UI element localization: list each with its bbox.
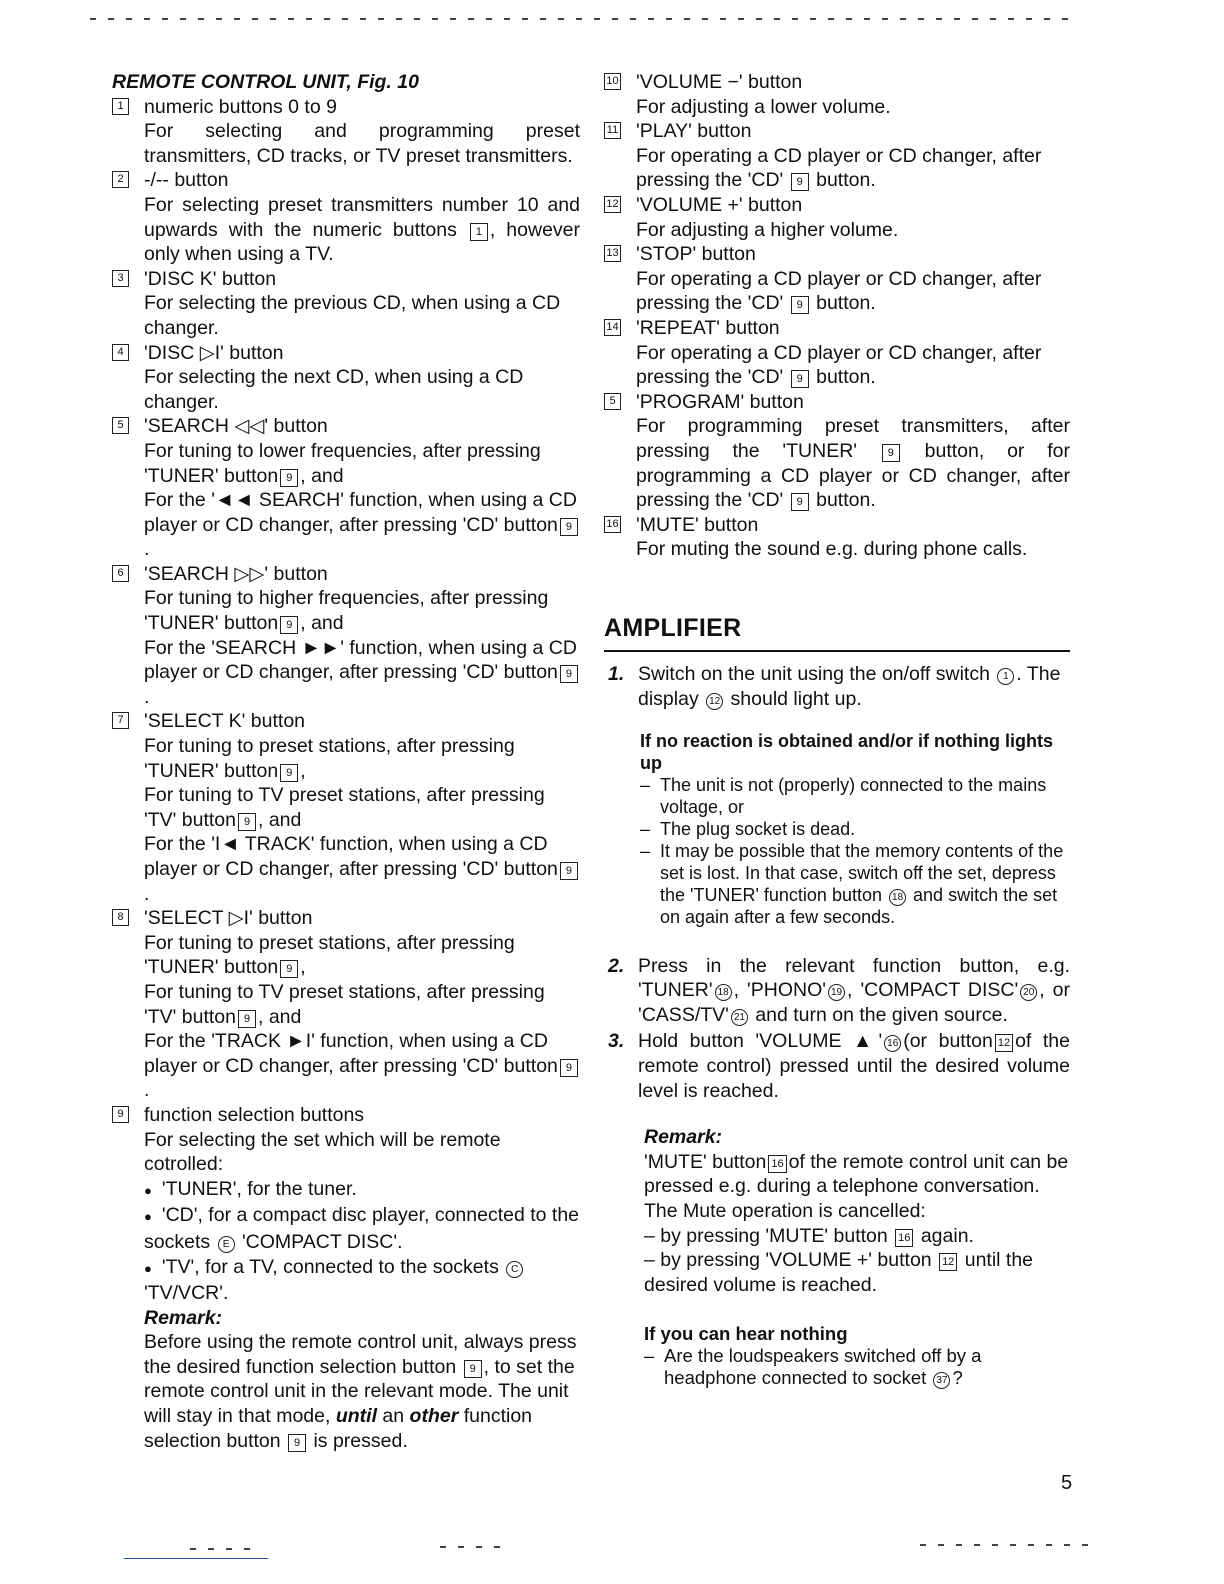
entry-title: -/-- button <box>144 169 229 192</box>
entry-desc: For tuning to TV preset stations, after pressing 'TV' button 9 , and <box>144 784 545 831</box>
remote-entry-8 <box>112 906 580 1103</box>
entry-desc: For operating a CD player or CD changer, after pressing the 'CD' 9 button. <box>636 267 1042 315</box>
bottom-scan-marks <box>190 1548 250 1550</box>
step-1: 1. Switch on the unit using the on/off switch 1 . The display 12 should light up. <box>608 663 1061 711</box>
entry-title: 'DISC K' button <box>144 267 277 290</box>
amplifier-heading: AMPLIFIER <box>604 616 1070 653</box>
ref-box: 9 <box>238 1010 256 1028</box>
step-2: 2. Press in the relevant function button, e.g. 'TUNER' 18 , 'PHONO' 19 , 'COMPACT DISC' 20 , or 'CASS/TV' 21 and turn on the given source. <box>608 954 1070 1026</box>
entry-desc: For the '◄◄ SEARCH' function, when using a CD player or CD changer, after pressing 'CD' button 9. <box>144 489 577 561</box>
entry-number: 13 <box>604 245 621 262</box>
ref-box: 9 <box>882 444 900 462</box>
entry-number: 9 <box>112 1106 129 1123</box>
ref-box: 9 <box>791 370 809 388</box>
entry-desc: For operating a CD player or CD changer, after pressing the 'CD' 9 button. <box>636 144 1042 192</box>
ref-box: 9 <box>280 616 298 634</box>
remark-label: Remark: <box>144 1306 223 1329</box>
remark-text: Before using the remote control unit, always press the desired function selection button 9 , to set the remote control unit in the relevant mode. The unit will stay in that mode, until an other function selection button 9 is pressed. <box>144 1331 577 1452</box>
entry-number: 10 <box>604 73 621 90</box>
socket-ref: E <box>218 1236 235 1253</box>
entry-desc: For selecting preset transmitters number 10 and upwards with the numeric buttons 1 , however only when using a TV. <box>144 193 581 266</box>
remote-entry-10 <box>604 70 1070 119</box>
ref-box: 9 <box>791 493 809 511</box>
entry-title: 'PLAY' button <box>636 120 752 143</box>
entry-number: 5 <box>604 393 621 410</box>
entry-desc: For selecting the set which will be remote cotrolled: <box>144 1128 501 1176</box>
ref-box: 9 <box>791 173 809 191</box>
entry-number: 8 <box>112 909 129 926</box>
note-item: – The plug socket is dead. <box>640 818 1070 840</box>
remote-entry-9 <box>112 1103 580 1453</box>
remote-entry-14 <box>604 316 1070 390</box>
entry-number: 1 <box>112 98 129 115</box>
entry-title: 'SEARCH ◁◁' button <box>144 415 328 438</box>
button-ref: 18 <box>889 889 906 906</box>
entry-desc: For selecting and programming preset transmitters, CD tracks, or TV preset transmitters. <box>144 120 580 167</box>
ref-box: 9 <box>791 296 809 314</box>
amplifier-remark: Remark: 'MUTE' button 16 of the remote control unit can be pressed e.g. during a telephone conversation. The Mute operation is cancelled: – by pressing 'MUTE' button 16 again. – by pressing 'VOLUME +' button 12 until the desired volume is reached. <box>644 1126 1069 1296</box>
entry-number: 7 <box>112 712 129 729</box>
entry-title: 'STOP' button <box>636 243 756 266</box>
remote-entry-3 <box>112 267 580 341</box>
bottom-scan-marks <box>920 1544 1100 1546</box>
entry-number: 16 <box>604 516 621 533</box>
ref-box: 9 <box>280 764 298 782</box>
remark-label: Remark: <box>644 1126 723 1149</box>
entry-title: 'DISC ▷I' button <box>144 341 284 364</box>
footer-rule <box>124 1558 268 1559</box>
entry-desc: For tuning to higher frequencies, after pressing 'TUNER' button 9 , and <box>144 587 549 635</box>
entry-number: 2 <box>112 171 129 188</box>
remote-section-title: REMOTE CONTROL UNIT, Fig. 10 <box>112 71 419 93</box>
ref-box: 1 <box>470 223 488 241</box>
socket-ref: C <box>506 1261 523 1278</box>
ref-box: 9 <box>560 1059 578 1077</box>
entry-desc: For tuning to lower frequencies, after pressing 'TUNER' button 9 , and <box>144 439 541 487</box>
entry-title: 'SELECT ▷I' button <box>144 907 313 930</box>
ref-box: 9 <box>560 518 578 536</box>
entry-title: 'PROGRAM' button <box>636 390 804 413</box>
remote-entry-12 <box>604 193 1070 242</box>
remote-entry-13 <box>604 242 1070 316</box>
entry-number: 3 <box>112 270 129 287</box>
entry-desc: For selecting the next CD, when using a CD changer. <box>144 366 524 413</box>
entry-desc: For the 'SEARCH ►►' function, when using a CD player or CD changer, after pressing 'CD' button 9. <box>144 636 577 708</box>
entry-desc: For selecting the previous CD, when using a CD changer. <box>144 292 561 339</box>
ref-box: 9 <box>560 862 578 880</box>
note-heading: If no reaction is obtained and/or if nothing lights up <box>640 730 1053 773</box>
remote-entry-15 <box>604 390 1070 513</box>
note-item: – The unit is not (properly) connected to the mains voltage, or <box>640 774 1070 818</box>
entry-title: 'REPEAT' button <box>636 316 780 339</box>
note-item: – It may be possible that the memory contents of the set is lost. In that case, switch off the set, depress the 'TUNER' function button 18 and switch the set on again after a few seconds. <box>640 840 1070 928</box>
remote-entry-5 <box>112 414 580 562</box>
troubleshoot-note <box>640 730 1070 928</box>
remote-entry-16 <box>604 513 1070 562</box>
bullet-tuner: ● 'TUNER', for the tuner. <box>144 1177 580 1204</box>
ref-box: 9 <box>238 813 256 831</box>
right-column <box>604 70 1070 1389</box>
entry-desc: For the 'I◄ TRACK' function, when using a CD player or CD changer, after pressing 'CD' button 9. <box>144 832 580 906</box>
entry-title: 'VOLUME +' button <box>636 193 803 216</box>
entry-desc: For muting the sound e.g. during phone calls. <box>636 538 1028 561</box>
entry-number: 5 <box>112 417 129 434</box>
entry-desc: For adjusting a lower volume. <box>636 95 891 118</box>
entry-desc: For tuning to preset stations, after pressing 'TUNER' button 9 , <box>144 931 515 979</box>
remote-entry-11 <box>604 119 1070 193</box>
remote-entry-6 <box>112 562 580 710</box>
bottom-scan-marks <box>440 1546 500 1548</box>
entry-title: 'VOLUME −' button <box>636 71 803 93</box>
entry-title: 'SEARCH ▷▷' button <box>144 562 328 585</box>
entry-desc: For adjusting a higher volume. <box>636 218 899 241</box>
note-heading: If you can hear nothing <box>644 1323 848 1345</box>
bullet-tv: ● 'TV', for a TV, connected to the sockets C 'TV/VCR'. <box>144 1255 580 1306</box>
remote-entry-1 <box>112 95 580 169</box>
remote-entry-4 <box>112 341 580 415</box>
ref-box: 9 <box>560 665 578 683</box>
remote-entry-2 <box>112 168 580 266</box>
display-ref: 12 <box>706 693 723 710</box>
entry-number: 4 <box>112 344 129 361</box>
entry-number: 6 <box>112 565 129 582</box>
ref-box: 9 <box>280 469 298 487</box>
left-column <box>112 70 580 1453</box>
top-scan-marks <box>90 18 1080 20</box>
entry-number: 14 <box>604 319 621 336</box>
hear-nothing-note: If you can hear nothing – Are the loudspeakers switched off by a headphone connected to socket 37 ? <box>644 1323 1070 1389</box>
entry-desc: For operating a CD player or CD changer, after pressing the 'CD' 9 button. <box>636 341 1042 389</box>
entry-title: 'SELECT K' button <box>144 710 306 733</box>
ref-box: 9 <box>464 1360 482 1378</box>
entry-desc: For tuning to TV preset stations, after pressing 'TV' button 9 , and <box>144 980 545 1028</box>
ref-box: 9 <box>288 1434 306 1452</box>
entry-number: 11 <box>604 122 621 139</box>
entry-desc: For programming preset transmitters, after pressing the 'TUNER' 9 button, or for programming a CD player or CD changer, after pressing the 'CD' 9 button. <box>636 415 1070 512</box>
entry-title: numeric buttons 0 to 9 <box>144 95 337 118</box>
switch-ref: 1 <box>997 668 1014 685</box>
entry-desc: For the 'TRACK ►I' function, when using a CD player or CD changer, after pressing 'CD' button 9. <box>144 1029 580 1103</box>
page-number: 5 <box>1061 1472 1073 1494</box>
step-3: 3. Hold button 'VOLUME ▲' 16 (or button 12 of the remote control) pressed until the desired volume level is reached. <box>608 1030 1071 1102</box>
entry-title: 'MUTE' button <box>636 513 759 536</box>
bullet-cd: ● 'CD', for a compact disc player, connected to the sockets E 'COMPACT DISC'. <box>144 1203 580 1254</box>
entry-desc: For tuning to preset stations, after pressing 'TUNER' button 9 , <box>144 735 515 782</box>
ref-box: 9 <box>280 960 298 978</box>
entry-title: function selection buttons <box>144 1103 365 1126</box>
entry-number: 12 <box>604 196 621 213</box>
remote-entry-7 <box>112 709 580 906</box>
